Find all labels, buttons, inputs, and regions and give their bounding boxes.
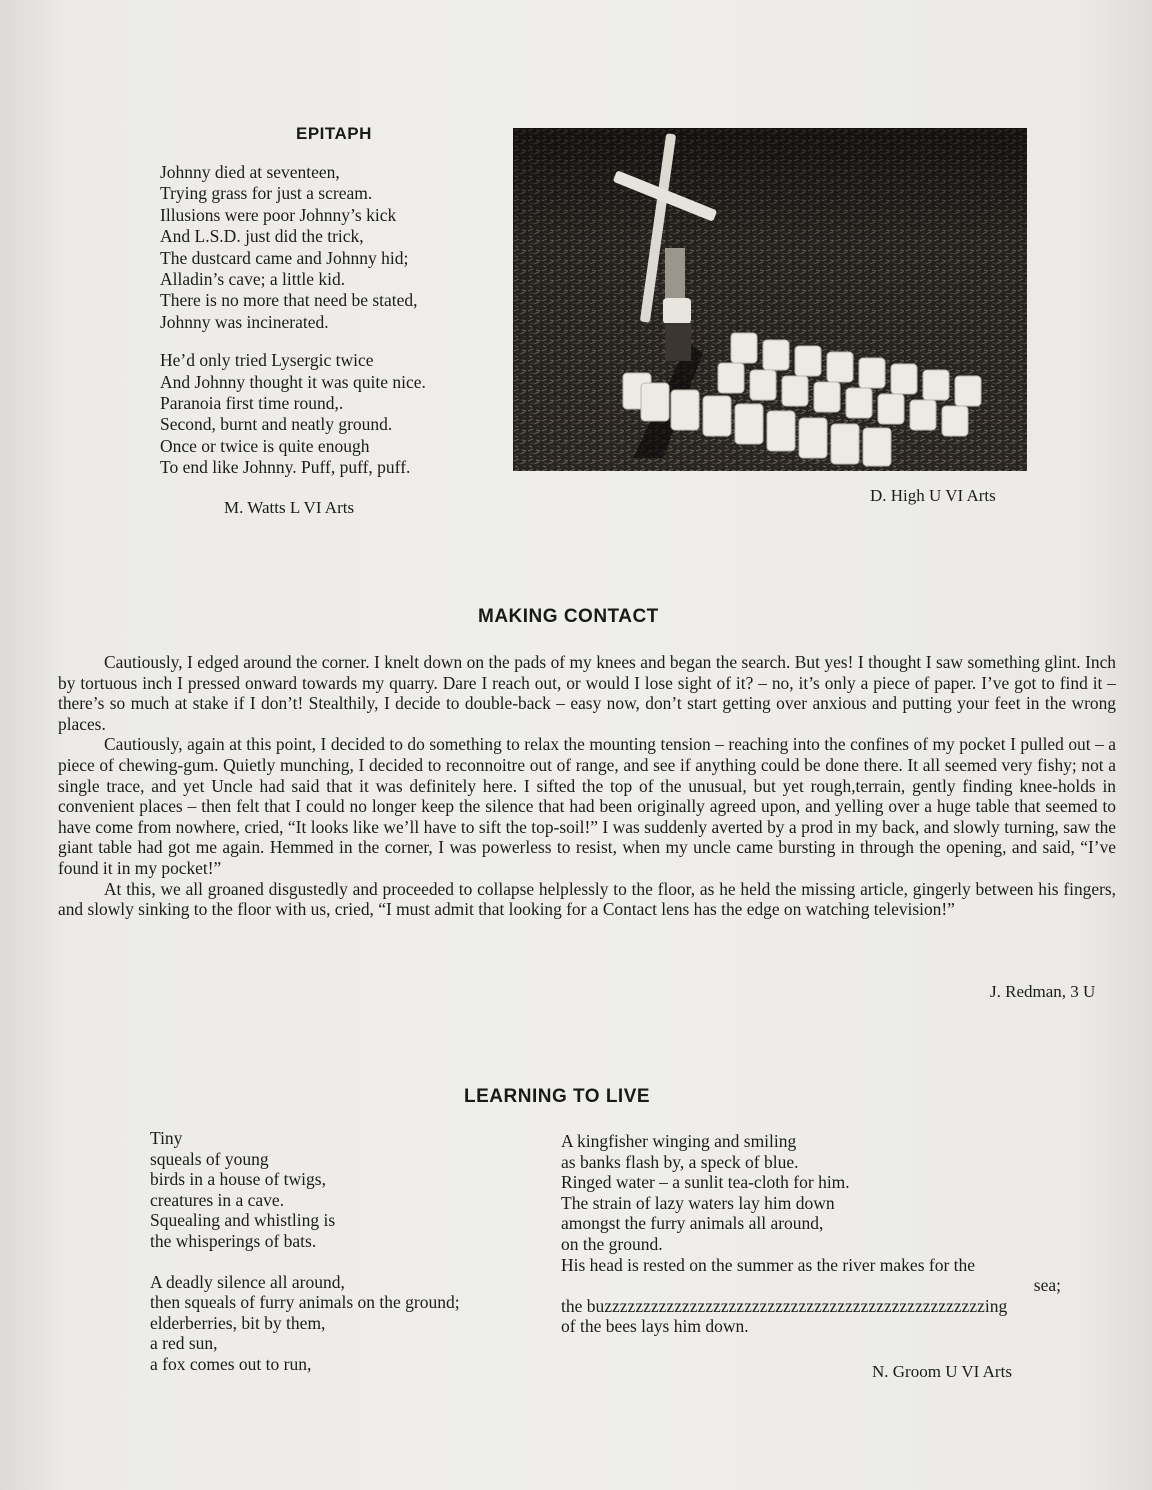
poem-line: squeals of young <box>150 1148 269 1169</box>
epitaph-author: M. Watts L VI Arts <box>224 498 355 517</box>
paragraph: Cautiously, again at this point, I decided to do something to relax the mounting tension – reaching into the confines of my pocket I pulled out – a piece of chewing-gum. Quietly munching, I decided to reconnoitre out of range, and see if anything could be done there. It all seemed very fishy; not a single trace, and yet Uncle had said that it was definitely here. I sifted the top of the unusual, but yet rough,terrain, gently finding knee-holds in convenient places – then felt that I could no longer keep the silence that had been originally agreed upon, and yelling over a huge table that seemed to have come from nowhere, cried, “It looks like we’ll have to sift the top-soil!” I was suddenly averted by a prod in my back, and slowly turning, saw the giant table had got me again. Hemmed in the corner, I was powerless to resist, when my uncle came bursting in through the opening, and said, “I’ve found it in my pocket!” <box>58 734 1116 878</box>
epitaph-stanza-2 <box>160 350 426 478</box>
epitaph-poem <box>160 162 426 479</box>
poem-line: Johnny was incinerated. <box>160 311 329 332</box>
poem-line: as banks flash by, a speck of blue. <box>561 1151 799 1172</box>
epitaph-title: EPITAPH <box>296 124 372 143</box>
poem-line: The dustcard came and Johnny hid; <box>160 247 409 268</box>
poem-line: His head is rested on the summer as the river makes for the <box>561 1254 976 1275</box>
poem-line: a fox comes out to run, <box>150 1353 312 1374</box>
poem-line: amongst the furry animals all around, <box>561 1213 824 1234</box>
making-contact-author: J. Redman, 3 U <box>990 982 1096 1001</box>
poem-line: Paranoia first time round,. <box>160 393 344 414</box>
grave-photo <box>513 128 1027 471</box>
making-contact-text <box>58 652 1116 920</box>
poem-line: Illusions were poor Johnny’s kick <box>160 204 397 225</box>
paragraph: At this, we all groaned disgustedly and proceeded to collapse helplessly to the floor, as he held the missing article, gingerly between his fingers, and slowly sinking to the floor with us, cried, “I must admit that looking for a Contact lens has the edge on watching television!” <box>58 878 1116 920</box>
poem-line: then squeals of furry animals on the ground; <box>150 1292 460 1313</box>
photo-credit: D. High U VI Arts <box>870 486 996 505</box>
poem-line: And L.S.D. just did the trick, <box>160 226 364 247</box>
epitaph-stanza-1 <box>160 162 426 333</box>
poem-line: Once or twice is quite enough <box>160 435 370 456</box>
learning-to-live-author: N. Groom U VI Arts <box>872 1362 1012 1381</box>
poem-line: Squealing and whistling is <box>150 1210 336 1231</box>
poem-line: the buzzzzzzzzzzzzzzzzzzzzzzzzzzzzzzzzzzzzzzzzzzzzzzzzzing <box>561 1295 1008 1316</box>
poem-line-wrap: sea; <box>1033 1275 1061 1296</box>
poem-line: Johnny died at seventeen, <box>160 162 340 182</box>
poem-line: creatures in a cave. <box>150 1189 285 1210</box>
poem-line: the whisperings of bats. <box>150 1230 317 1251</box>
poem-line: birds in a house of twigs, <box>150 1169 326 1190</box>
learning-left-stanza-2 <box>150 1272 460 1375</box>
learning-right-column <box>561 1131 1061 1337</box>
poem-line: There is no more that need be stated, <box>160 290 418 311</box>
poem-line: To end like Johnny. Puff, puff, puff. <box>160 457 411 478</box>
making-contact-title: MAKING CONTACT <box>478 606 659 627</box>
learning-to-live-title: LEARNING TO LIVE <box>464 1086 651 1107</box>
poem-line: Alladin’s cave; a little kid. <box>160 269 346 290</box>
poem-line: He’d only tried Lysergic twice <box>160 350 374 371</box>
paragraph: Cautiously, I edged around the corner. I knelt down on the pads of my knees and began the search. But yes! I thought I saw something glint. Inch by tortuous inch I pressed onward towards my quarry. Dare I reach out, or would I lose sight of it? – no, it’s only a piece of paper. I’ve got to find it – there’s so much at stake if I don’t! Stealthily, I decide to double-back – easy now, don’t start getting over anxious and putting your feet in the wrong places. <box>58 652 1116 734</box>
learning-left-stanza-1 <box>150 1128 460 1252</box>
poem-line: Second, burnt and neatly ground. <box>160 414 393 435</box>
poem-line: of the bees lays him down. <box>561 1316 749 1337</box>
poem-line: The strain of lazy waters lay him down <box>561 1192 835 1213</box>
learning-left-column <box>150 1128 460 1375</box>
poem-line: A deadly silence all around, <box>150 1271 345 1292</box>
poem-line: Ringed water – a sunlit tea-cloth for him. <box>561 1172 850 1193</box>
grave-photo-image <box>513 128 1027 471</box>
poem-line: on the ground. <box>561 1233 663 1254</box>
poem-line: Trying grass for just a scream. <box>160 183 373 204</box>
poem-line: A kingfisher winging and smiling <box>561 1131 797 1151</box>
poem-line: a red sun, <box>150 1333 218 1354</box>
poem-line: And Johnny thought it was quite nice. <box>160 371 426 392</box>
poem-line: elderberries, bit by them, <box>150 1312 326 1333</box>
poem-line: Tiny <box>150 1128 183 1148</box>
